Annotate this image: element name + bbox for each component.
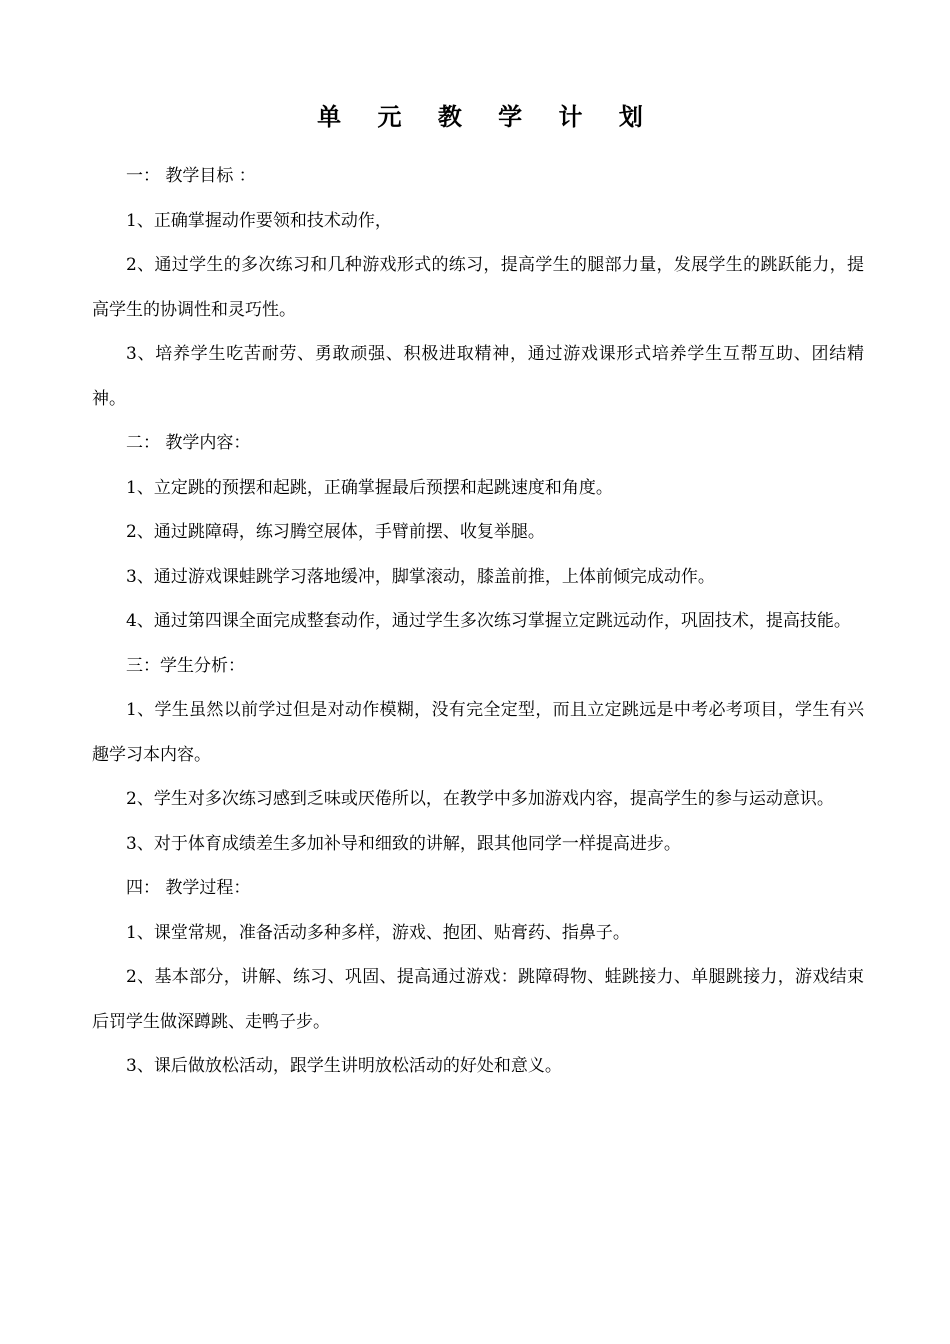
content-item-3: 3、通过游戏课蛙跳学习落地缓冲，脚掌滚动，膝盖前推，上体前倾完成动作。	[126, 566, 715, 587]
goal-item-3: 3、培养学生吃苦耐劳、勇敢顽强、积极进取精神，通过游戏课形式培养学生互帮互助、团结精神。	[92, 344, 864, 409]
section-heading-content: 二： 教学内容：	[126, 433, 251, 453]
content-item-1: 1、立定跳的预摆和起跳，正确掌握最后预摆和起跳速度和角度。	[126, 477, 613, 498]
process-item-2: 2、基本部分，讲解、练习、巩固、提高通过游戏：跳障碍物、蛙跳接力、单腿跳接力，游戏结束后罚学生做深蹲跳、走鸭子步。	[92, 967, 864, 1032]
section-goals	[92, 154, 864, 421]
document-page	[92, 96, 864, 1089]
section-content	[92, 421, 864, 644]
page-title: 单 元 教 学 计 划	[317, 102, 657, 131]
section-heading-analysis: 三：学生分析：	[126, 655, 245, 676]
section-process	[92, 866, 864, 1089]
analysis-item-3: 3、对于体育成绩差生多加补导和细致的讲解，跟其他同学一样提高进步。	[126, 833, 681, 854]
section-heading-process: 四： 教学过程：	[126, 878, 251, 898]
process-item-1: 1、课堂常规，准备活动多种多样，游戏、抱团、贴膏药、指鼻子。	[126, 922, 630, 943]
section-heading-goals: 一： 教学目标 ：	[126, 166, 256, 186]
analysis-item-2: 2、学生对多次练习感到乏味或厌倦所以，在教学中多加游戏内容，提高学生的参与运动意识。	[126, 789, 834, 809]
goal-item-2: 2、通过学生的多次练习和几种游戏形式的练习，提高学生的腿部力量，发展学生的跳跃能力，提高学生的协调性和灵巧性。	[92, 255, 864, 320]
section-analysis	[92, 644, 864, 867]
content-item-4: 4、通过第四课全面完成整套动作，通过学生多次练习掌握立定跳远动作，巩固技术，提高技能。	[126, 611, 851, 631]
content-item-2: 2、通过跳障碍，练习腾空展体，手臂前摆、收复举腿。	[126, 522, 545, 542]
analysis-item-1: 1、学生虽然以前学过但是对动作模糊，没有完全定型，而且立定跳远是中考必考项目，学生有兴趣学习本内容。	[92, 700, 864, 765]
process-item-3: 3、课后做放松活动，跟学生讲明放松活动的好处和意义。	[126, 1056, 562, 1076]
goal-item-1: 1、正确掌握动作要领和技术动作，	[126, 210, 392, 231]
